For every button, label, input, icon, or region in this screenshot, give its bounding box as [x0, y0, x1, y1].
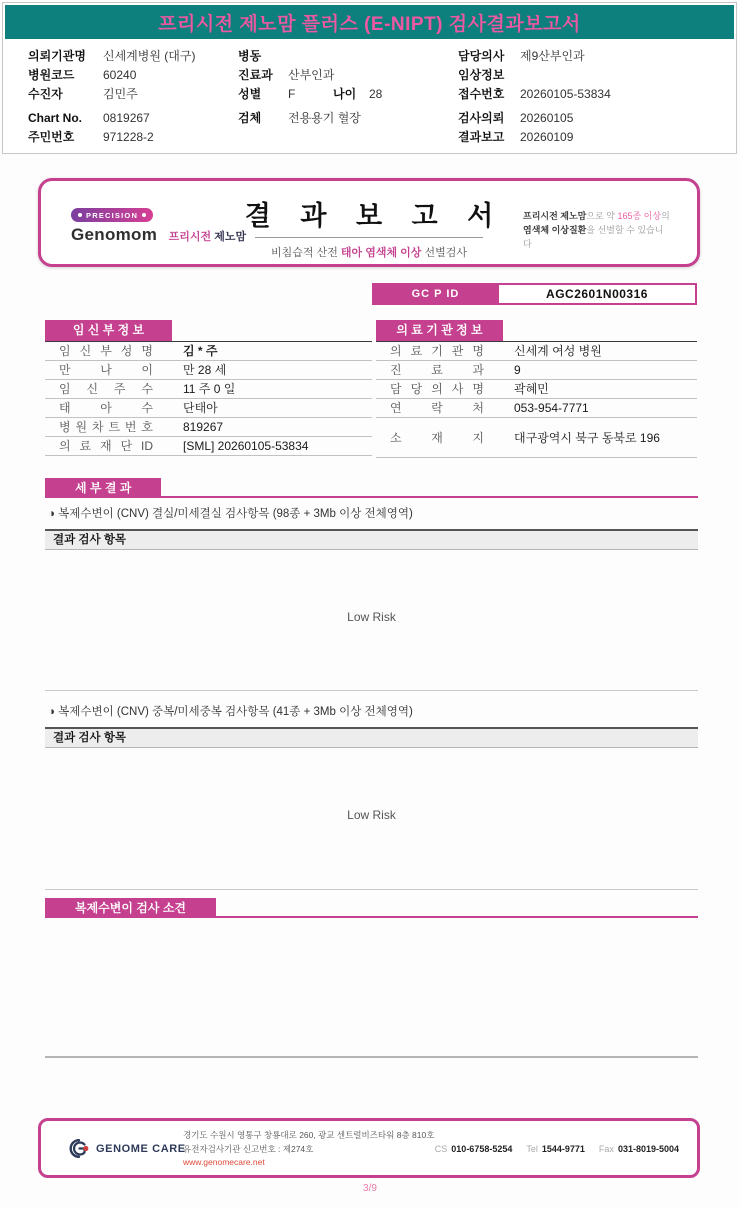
field-hospital-code: [28, 66, 195, 85]
field-doctor: [458, 47, 611, 66]
field-label: 나이: [333, 87, 357, 101]
website-link[interactable]: www.genomecare.net: [183, 1157, 265, 1168]
field-value: 20260105-53834: [520, 87, 611, 101]
genomecare-logo-text: GENOME CARE: [96, 1142, 186, 1155]
field-label: 병원코드: [28, 68, 75, 82]
patient-header-col2: [238, 47, 382, 128]
address-line: 경기도 수원시 영통구 창룡대로 260, 광교 센트럴비즈타워 8층 810호: [183, 1130, 435, 1140]
badge-label: PRECISION: [86, 210, 139, 220]
bottom-divider: [45, 1056, 698, 1058]
table-row: 담 당 의 사 명 곽혜민: [376, 380, 697, 399]
table-row: 만 나 이 만 28 세: [45, 361, 372, 380]
report-subtitle: 비침습적 산전 태아 염색체 이상 선별검사: [271, 247, 467, 259]
mother-info-table: [45, 320, 372, 456]
field-value: F: [288, 87, 296, 101]
clinic-info-table: [376, 320, 697, 458]
field-value: 산부인과: [288, 68, 335, 82]
page-title: 프리시전 제노맘 플러스 (E-NIPT) 검사결과보고서: [158, 13, 581, 35]
field-value: 971228-2: [103, 130, 154, 144]
field-request-date: [458, 109, 611, 128]
field-label: 주민번호: [28, 130, 75, 144]
title-divider: [255, 237, 483, 238]
result-status: Low Risk: [347, 808, 396, 822]
result-status: Low Risk: [347, 610, 396, 624]
table-row: 진 료 과 9: [376, 361, 697, 380]
table-row: 임 신 부 성 명 김 * 주: [45, 342, 372, 361]
field-chart-no: [28, 109, 195, 128]
table-row: 연 락 처 053-954-7771: [376, 399, 697, 418]
field-sex-age: [238, 85, 382, 104]
gcpid-label: GC P ID: [372, 283, 499, 305]
table-row: 소 재 지 대구광역시 북구 동북로 196: [376, 418, 697, 458]
table-row: 태 아 수 단태아: [45, 399, 372, 418]
field-value: 전용용기 혈장: [288, 111, 361, 125]
mother-info-header: 임 신 부 정 보: [45, 320, 172, 341]
detail-results-section-header: [45, 478, 698, 498]
field-label: 담당의사: [458, 49, 505, 63]
genomecare-logo-icon: [63, 1137, 90, 1160]
screening-note: 프리시전 제노맘으로 약 165종 이상의 염색체 이상질환을 선별할 수 있습니다: [523, 211, 670, 249]
field-report-date: [458, 128, 611, 147]
clinic-info-header-row: [376, 320, 697, 342]
patient-header-col1: [28, 47, 195, 147]
table-row: 임 신 주 수 11 주 0 일: [45, 380, 372, 399]
detail-results-tab: 세 부 결 과: [45, 478, 161, 498]
field-value: 60240: [103, 68, 137, 82]
fax-contact: Fax 031-8019-5004: [598, 1144, 679, 1154]
clinic-info-header: 의 료 기 관 정 보: [376, 320, 503, 341]
cnv-opinion-tab: 복제수변이 검사 소견: [45, 898, 216, 918]
patient-header-col3: [458, 47, 611, 147]
field-value: 김민주: [103, 87, 138, 101]
field-value: 28: [369, 87, 383, 101]
field-label: 검사의뢰: [458, 111, 505, 125]
tel-contact: Tel 1544-9771: [526, 1144, 585, 1154]
field-label: 병동: [238, 49, 262, 63]
footer-address: [183, 1129, 434, 1170]
field-label: 수진자: [28, 87, 63, 101]
field-label: 결과보고: [458, 130, 505, 144]
mother-info-header-row: [45, 320, 372, 342]
cnv-deletion-heading: ◑ 복제수변이 (CNV) 결실/미세결실 검사항목 (98종 + 3Mb 이상 전체영역): [48, 508, 413, 520]
table-row: 의 료 기 관 명 신세계 여성 병원: [376, 342, 697, 361]
field-ordering-org: [28, 47, 195, 66]
footer-panel: [38, 1118, 700, 1178]
field-value: 20260109: [520, 130, 574, 144]
cnv-duplication-heading: ◑ 복제수변이 (CNV) 중복/미세중복 검사항목 (41종 + 3Mb 이상 전체영역): [48, 706, 413, 718]
gcpid-value: AGC2601N00316: [499, 283, 697, 305]
result-items-band: 결과 검사 항목: [45, 529, 698, 550]
section-divider: [45, 889, 698, 890]
brand-name-korean: 프리시전 제노맘: [168, 231, 247, 243]
field-value: 0819267: [103, 111, 150, 125]
field-label: 임상정보: [458, 68, 505, 82]
field-receipt-no: [458, 85, 611, 104]
field-resident-no: [28, 128, 195, 147]
field-value: 신세계병원 (대구): [103, 49, 196, 63]
result-report-header-box: [38, 178, 700, 267]
field-label: Chart No.: [28, 111, 82, 125]
field-patient-name: [28, 85, 195, 104]
cnv-opinion-section-header: [45, 898, 698, 918]
result-items-band: 결과 검사 항목: [45, 727, 698, 748]
section-divider: [45, 690, 698, 691]
field-value: 제9산부인과: [520, 49, 585, 63]
gcpid-row: [372, 283, 697, 305]
footer-contacts: [435, 1144, 679, 1154]
table-row: 의 료 재 단 ID [SML] 20260105-53834: [45, 437, 372, 456]
cs-contact: CS 010-6758-5254: [434, 1144, 513, 1154]
registration-line: 유전자검사기관 신고번호 : 제274호: [183, 1143, 314, 1154]
report-title-bar: [5, 5, 734, 39]
field-label: 의뢰기관명: [28, 49, 86, 63]
field-label: 성별: [238, 87, 262, 101]
field-label: 접수번호: [458, 87, 505, 101]
field-value: 20260105: [520, 111, 574, 125]
genomecare-logo: [63, 1137, 186, 1160]
table-row: 병 원 차 트 번 호 819267: [45, 418, 372, 437]
field-specimen: [238, 109, 382, 128]
field-ward: [238, 47, 382, 66]
field-label: 진료과: [238, 68, 273, 82]
field-clinical-info: [458, 66, 611, 85]
page-number: 3/9: [363, 1183, 377, 1194]
field-department: [238, 66, 382, 85]
patient-header-panel: [2, 2, 737, 154]
report-title: 결 과 보 고 서: [244, 201, 505, 231]
field-label: 검체: [238, 111, 262, 125]
brand-name: Genomom: [71, 225, 158, 244]
